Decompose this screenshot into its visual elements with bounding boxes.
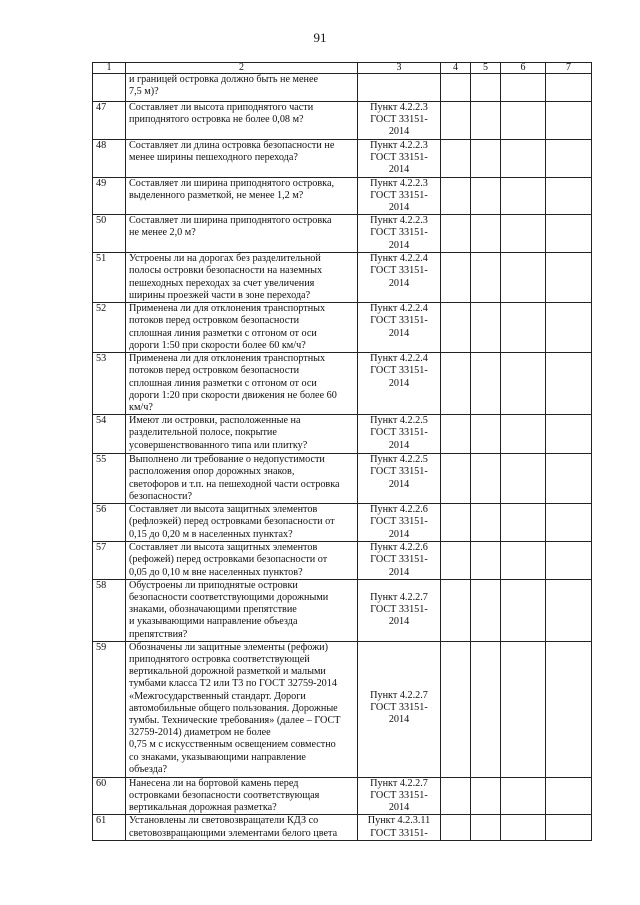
empty-cell [501,74,546,102]
empty-cell [501,777,546,815]
table-row [93,253,592,303]
column-header: 2 [126,63,358,74]
empty-cell [441,140,471,178]
empty-cell [501,415,546,454]
empty-cell [441,74,471,102]
standard-reference [358,74,441,102]
column-header: 5 [471,63,501,74]
standard-reference: Пункт 4.2.3.11 ГОСТ 33151- [358,815,441,841]
empty-cell [501,140,546,178]
column-header: 1 [93,63,126,74]
empty-cell [501,542,546,580]
question-text: Установлены ли световозвращатели КДЗ со световозвращающими элементами белого цвета [126,815,358,841]
question-text: Составляет ли длина островка безопасности не менее ширины пешеходного перехода? [126,140,358,178]
standard-reference: Пункт 4.2.2.7 ГОСТ 33151- 2014 [358,579,441,641]
empty-cell [441,454,471,504]
standard-reference: Пункт 4.2.2.6 ГОСТ 33151- 2014 [358,542,441,580]
empty-cell [441,303,471,353]
empty-cell [441,542,471,580]
standard-reference: Пункт 4.2.2.3 ГОСТ 33151- 2014 [358,177,441,215]
empty-cell [471,353,501,415]
row-number: 47 [93,102,126,140]
empty-cell [441,177,471,215]
empty-cell [501,815,546,841]
empty-cell [441,102,471,140]
standard-reference: Пункт 4.2.2.7 ГОСТ 33151- 2014 [358,641,441,777]
empty-cell [471,542,501,580]
empty-cell [471,454,501,504]
empty-cell [546,177,592,215]
empty-cell [471,102,501,140]
column-header-row [93,63,592,74]
standard-reference: Пункт 4.2.2.4 ГОСТ 33151- 2014 [358,303,441,353]
empty-cell [501,215,546,253]
column-header: 4 [441,63,471,74]
page-number: 91 [313,30,327,45]
table-row [93,777,592,815]
row-number: 49 [93,177,126,215]
empty-cell [471,815,501,841]
empty-cell [546,579,592,641]
table-row [93,504,592,542]
question-text: Имеют ли островки, расположенные на разделительной полосе, покрытие усовершенствованного типа или плитку? [126,415,358,454]
empty-cell [501,454,546,504]
standard-reference: Пункт 4.2.2.3 ГОСТ 33151- 2014 [358,102,441,140]
empty-cell [471,579,501,641]
row-number: 54 [93,415,126,454]
standard-reference: Пункт 4.2.2.5 ГОСТ 33151- 2014 [358,415,441,454]
question-text: Составляет ли высота защитных элементов (рефлоэкей) перед островками безопасности от 0,15 до 0,20 м в населенных пунктах? [126,504,358,542]
table-row [93,215,592,253]
empty-cell [546,253,592,303]
table-row [93,177,592,215]
row-number [93,74,126,102]
table-row [93,815,592,841]
question-text: Составляет ли ширина приподнятого островка не менее 2,0 м? [126,215,358,253]
empty-cell [546,542,592,580]
question-text: Выполнено ли требование о недопустимости расположения опор дорожных знаков, светофоров и т.п. на пешеходной части островка безопасности? [126,454,358,504]
standard-reference: Пункт 4.2.2.4 ГОСТ 33151- 2014 [358,253,441,303]
column-header: 7 [546,63,592,74]
empty-cell [546,353,592,415]
row-number: 55 [93,454,126,504]
standard-reference: Пункт 4.2.2.3 ГОСТ 33151- 2014 [358,215,441,253]
empty-cell [501,303,546,353]
empty-cell [546,415,592,454]
empty-cell [441,815,471,841]
empty-cell [471,215,501,253]
empty-cell [546,777,592,815]
empty-cell [471,74,501,102]
empty-cell [501,504,546,542]
table-row [93,454,592,504]
empty-cell [546,454,592,504]
empty-cell [501,353,546,415]
column-header: 3 [358,63,441,74]
table-row [93,641,592,777]
row-number: 50 [93,215,126,253]
empty-cell [471,140,501,178]
table-row [93,303,592,353]
standard-reference: Пункт 4.2.2.6 ГОСТ 33151- 2014 [358,504,441,542]
row-number: 59 [93,641,126,777]
column-header: 6 [501,63,546,74]
empty-cell [441,215,471,253]
table-row [93,579,592,641]
checklist-table [92,62,592,841]
row-number: 57 [93,542,126,580]
row-number: 52 [93,303,126,353]
question-text: Применена ли для отклонения транспортных потоков перед островком безопасности сплошная линия разметки с отгоном от оси дороги 1:50 при скорости более 60 км/ч? [126,303,358,353]
empty-cell [441,777,471,815]
empty-cell [501,641,546,777]
empty-cell [546,140,592,178]
empty-cell [441,415,471,454]
question-text: Применена ли для отклонения транспортных потоков перед островком безопасности сплошная линия разметки с отгоном от оси дороги 1:20 при скорости движения не более 60 км/ч? [126,353,358,415]
empty-cell [441,504,471,542]
question-text: Устроены ли на дорогах без разделительной полосы островки безопасности на наземных пешеходных переходах за счет увеличения ширины проезжей части в зоне перехода? [126,253,358,303]
empty-cell [471,177,501,215]
question-text: Нанесена ли на бортовой камень перед островками безопасности соответствующая вертикальная дорожная разметка? [126,777,358,815]
empty-cell [471,303,501,353]
row-number: 53 [93,353,126,415]
empty-cell [546,303,592,353]
row-number: 61 [93,815,126,841]
empty-cell [546,74,592,102]
table-row [93,353,592,415]
standard-reference: Пункт 4.2.2.5 ГОСТ 33151- 2014 [358,454,441,504]
empty-cell [441,253,471,303]
table-row [93,102,592,140]
empty-cell [501,102,546,140]
empty-cell [546,815,592,841]
empty-cell [441,641,471,777]
standard-reference: Пункт 4.2.2.4 ГОСТ 33151- 2014 [358,353,441,415]
row-number: 56 [93,504,126,542]
empty-cell [471,253,501,303]
empty-cell [441,579,471,641]
table-row [93,415,592,454]
question-text: Составляет ли высота приподнятого части приподнятого островка не более 0,08 м? [126,102,358,140]
empty-cell [501,579,546,641]
empty-cell [501,177,546,215]
empty-cell [471,777,501,815]
row-number: 48 [93,140,126,178]
empty-cell [546,641,592,777]
empty-cell [546,215,592,253]
table-row [93,140,592,178]
question-text: Составляет ли высота защитных элементов (рефожей) перед островками безопасности от 0,05 до 0,10 м вне населенных пунктов? [126,542,358,580]
empty-cell [471,504,501,542]
table-row [93,74,592,102]
question-text: Обозначены ли защитные элементы (рефожи) приподнятого островка соответствующей вертикальной дорожной разметкой и малыми тумбами класса Т2 или Т3 по ГОСТ 32759-2014 «Межгосударственный стандарт. Дороги автомобильные общего пользования. Дорожные тумбы. Технические требования» (далее – ГОСТ 32759-2014) диаметром не более 0,75 м с искусственным освещением совместно со знаками, указывающими направление объезда? [126,641,358,777]
standard-reference: Пункт 4.2.2.7 ГОСТ 33151- 2014 [358,777,441,815]
row-number: 58 [93,579,126,641]
empty-cell [471,641,501,777]
empty-cell [546,102,592,140]
empty-cell [471,415,501,454]
empty-cell [441,353,471,415]
row-number: 60 [93,777,126,815]
empty-cell [546,504,592,542]
standard-reference: Пункт 4.2.2.3 ГОСТ 33151- 2014 [358,140,441,178]
empty-cell [501,253,546,303]
question-text: и границей островка должно быть не менее 7,5 м)? [126,74,358,102]
question-text: Составляет ли ширина приподнятого островка, выделенного разметкой, не менее 1,2 м? [126,177,358,215]
row-number: 51 [93,253,126,303]
table-row [93,542,592,580]
question-text: Обустроены ли приподнятые островки безопасности соответствующими дорожными знаками, обозначающими препятствие и указывающими направление объезда препятствия? [126,579,358,641]
